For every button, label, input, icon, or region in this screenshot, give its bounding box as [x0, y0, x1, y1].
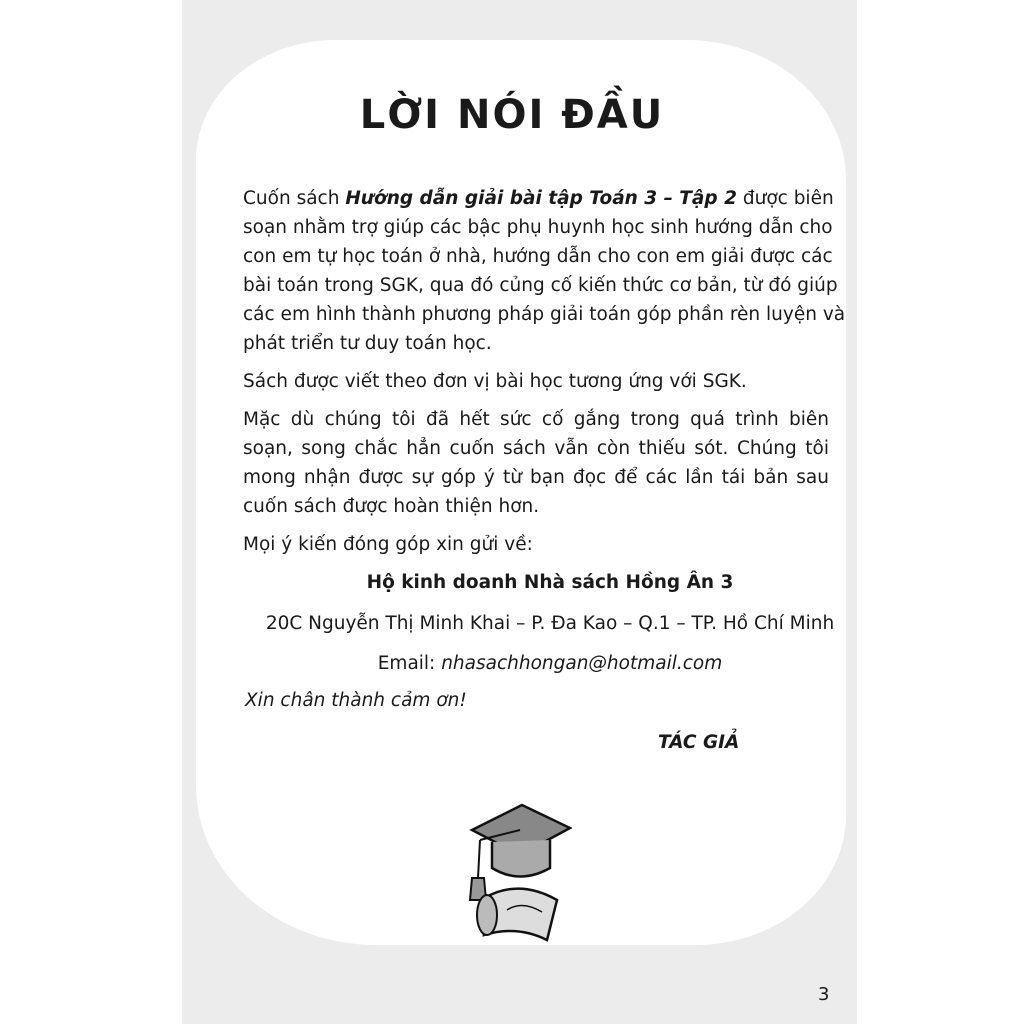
- page-title: LỜI NÓI ĐẦU: [359, 92, 665, 138]
- graduation-cap-diploma-icon: [462, 800, 572, 954]
- paragraph-2: Sách được viết theo đơn vị bài học tương ứng với SGK.: [243, 371, 747, 392]
- thanks-text: Xin chân thành cảm ơn!: [245, 690, 467, 711]
- book-title: Hướng dẫn giải bài tập Toán 3 – Tập 2: [345, 188, 737, 209]
- preface-body: [243, 184, 846, 568]
- contact-email: nhasachhongan@hotmail.com: [441, 653, 723, 674]
- paragraph-3: Mặc dù chúng tôi đã hết sức cố gắng trong quá trình biên soạn, song chắc hẳn cuốn sách vẫn còn thiếu sót. Chúng tôi mong nhận được sự góp ý từ bạn đọc để các lần tái bản sau cuốn sách được hoàn thiện hơn.: [243, 409, 829, 517]
- author-signature: TÁC GIẢ: [658, 732, 740, 753]
- contact-address: 20C Nguyễn Thị Minh Khai – P. Đa Kao – Q.1 – TP. Hồ Chí Minh: [265, 613, 835, 634]
- contact-name: Hộ kinh doanh Nhà sách Hồng Ân 3: [366, 572, 734, 593]
- page-number: 3: [818, 984, 830, 1005]
- paragraph-1: Cuốn sách Hướng dẫn giải bài tập Toán 3 – Tập 2 được biên soạn nhằm trợ giúp các bậc phụ huynh học sinh hướng dẫn cho con em tự học toán ở nhà, hướng dẫn cho con em giải được các bài toán trong SGK, qua đó củng cố kiến thức cơ bản, từ đó giúp các em hình thành phương pháp giải toán góp phần rèn luyện và phát triển tư duy toán học.: [243, 188, 846, 354]
- contact-email-line: Email: nhasachhongan@hotmail.com: [377, 653, 723, 674]
- paragraph-4: Mọi ý kiến đóng góp xin gửi về:: [243, 534, 533, 555]
